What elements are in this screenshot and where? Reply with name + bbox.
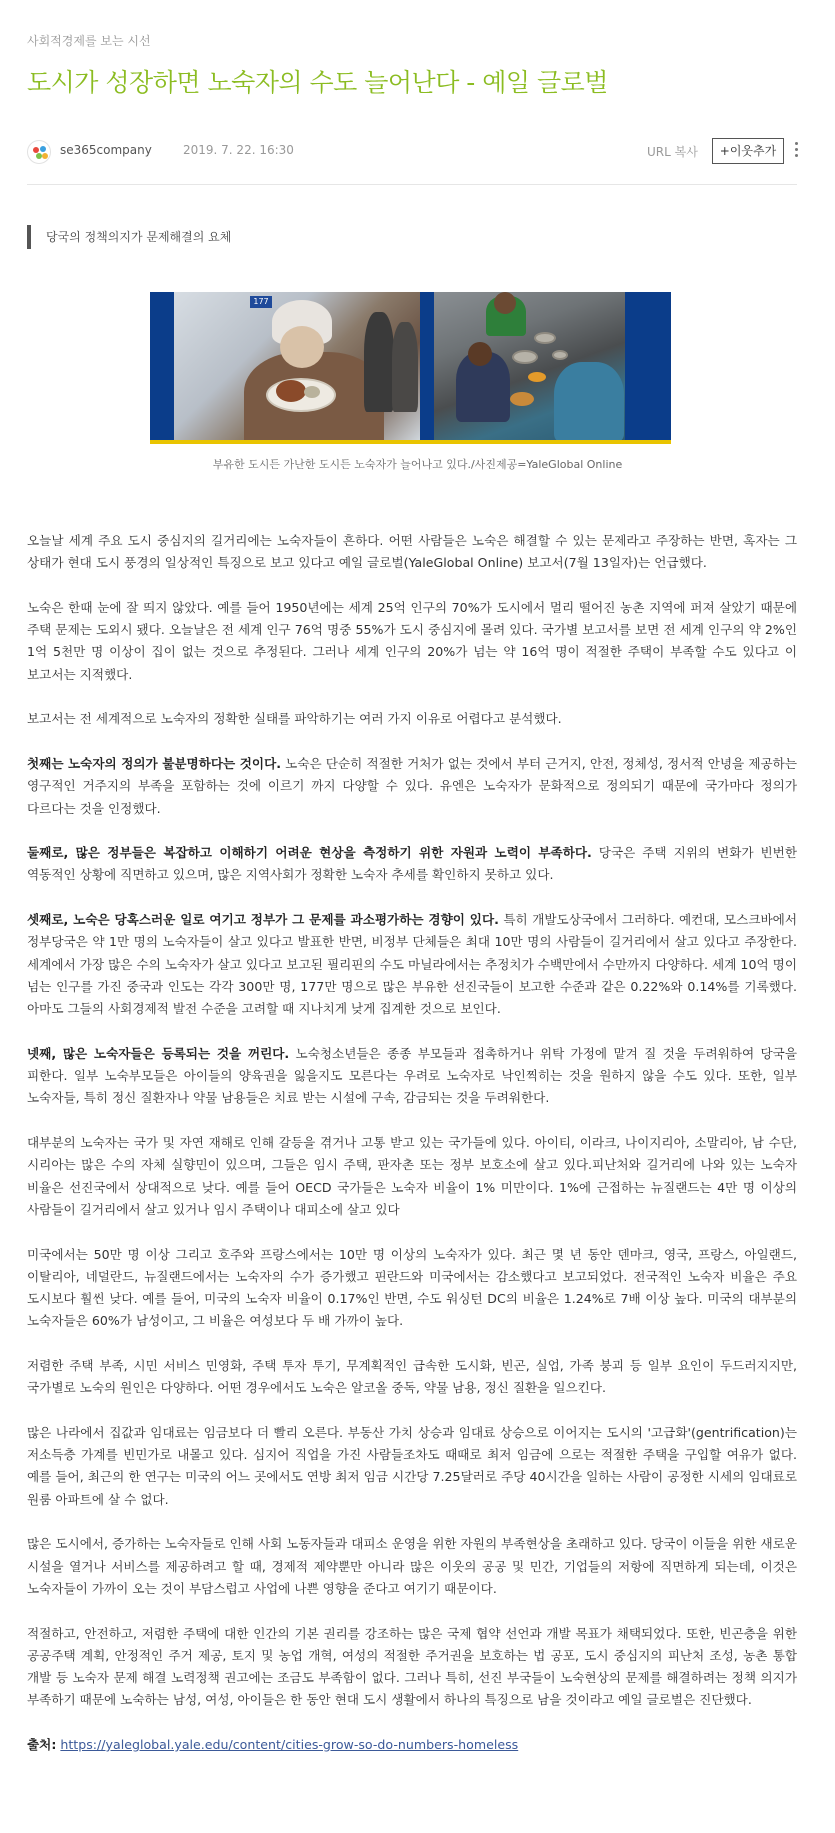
article-paragraph [27, 909, 797, 1020]
post-title: 도시가 성장하면 노숙자의 수도 늘어난다 - 예일 글로벌 [27, 68, 608, 97]
article-paragraph [27, 708, 797, 730]
article-photo [150, 292, 671, 444]
subtitle-quote: 당국의 정책의지가 문제해결의 요체 [27, 225, 231, 249]
author-name[interactable]: se365company [60, 143, 152, 157]
paragraph-lead: 넷째, 많은 노숙자들은 등록되는 것을 꺼린다. [27, 1045, 290, 1061]
paragraph-text: 오늘날 세계 주요 도시 중심지의 길거리에는 노숙자들이 흔하다. 어떤 사람들은 노숙은 해결할 수 있는 문제라고 주장하는 반면, 혹자는 그 상태가 현대 도시 풍경의 일상적인 특징으로 보고 있다고 예일 글로벌(YaleGlobal Online) 보고서(7월 13일자)는 언급했다. [27, 533, 797, 571]
paragraph-text: 특히 개발도상국에서 그러하다. 예컨대, 모스크바에서 정부당국은 약 1만 명의 노숙자들이 살고 있다고 발표한 반면, 비정부 단체들은 최대 10만 명의 사람들이 길거리에서 살고 있다고 주장한다. 세계에서 가장 많은 수의 노숙자가 살고 있다고 보고된 필리핀의 수도 마닐라에서는 추정치가 수백만에서 수만까지 다양하다. 세계 10억 명이 넘는 인구를 가진 중국과 인도는 각각 300만 명, 177만 명으로 많은 부유한 선진국들이 보고한 수준과 같은 0.22%와 0.14%를 기록했다. 아마도 그들의 사회경제적 발전 수준을 고려할 때 지나치게 낮게 집계한 것으로 보인다. [27, 912, 797, 1017]
more-options-icon[interactable] [793, 142, 799, 160]
photo-left-homeless-woman [174, 292, 420, 440]
article-paragraph [27, 1422, 797, 1511]
add-neighbor-button[interactable]: +이웃추가 [712, 138, 784, 164]
paragraph-lead: 첫째는 노숙자의 정의가 불분명하다는 것이다. [27, 755, 282, 771]
paragraph-text: 당국은 주택 지위의 변화가 빈번한 역동적인 상황에 직면하고 있으며, 많은 지역사회가 정확한 노숙자 추세를 확인하지 못하고 있다. [27, 845, 797, 883]
paragraph-text: 노숙은 한때 눈에 잘 띄지 않았다. 예를 들어 1950년에는 세계 25억 인구의 70%가 도시에서 멀리 떨어진 농촌 지역에 퍼져 살았기 때문에 주택 문제는 도외시 됐다. 오늘날은 전 세계 인구 76억 명중 55%가 도시 중심지에 몰려 있다. 국가별 보고서를 보면 전 세계 인구의 약 2%인 1억 5천만 명 이상이 집이 없는 것으로 추정된다. 그러나 세계 인구의 20%가 넘는 약 16억 명이 적절한 주택이 부족할 수도 있다고 이 보고서는 지적했다. [27, 599, 797, 682]
post-category[interactable]: 사회적경제를 보는 시선 [27, 34, 151, 48]
article-body [27, 530, 797, 1756]
paragraph-text: 적절하고, 안전하고, 저렴한 주택에 대한 인간의 기본 권리를 강조하는 많은 국제 협약 선언과 개발 목표가 채택되었다. 또한, 빈곤층을 위한 공공주택 계획, 안정적인 주거 제공, 토지 및 농업 개혁, 여성의 적절한 주거권을 보호하는 법 공포, 도시 중심지의 피난처 조성, 농촌 통합 개발 등 노숙자 문제 해결 노력정책 권고에는 조금도 부족함이 없다. 그러나 특히, 선진 부국들이 노숙현상의 문제를 해결하려는 정책 의지가 부족하기 때문에 노숙하는 남성, 여성, 아이들은 한 동안 현대 도시 생활에서 하나의 특징으로 남을 것이라고 예일 글로벌은 진단했다. [27, 1625, 797, 1708]
article-paragraph [27, 1043, 797, 1110]
paragraph-text: 대부분의 노숙자는 국가 및 자연 재해로 인해 갈등을 겪거나 고통 받고 있는 국가들에 있다. 아이티, 이라크, 나이지리아, 소말리아, 남 수단, 시리아는 많은 수의 자체 실향민이 있으며, 그들은 임시 주택, 판자촌 또는 정부 보호소에 살고 있다.피난처와 길거리에 나와 있는 노숙자 비율은 선진국에서 상대적으로 낮다. 예를 들어 OECD 국가들은 노숙자 비율이 1% 미만이다. 1%에 근접하는 뉴질랜드는 4만 명 이상의 사람들이 길거리에서 살고 있거나 임시 주택이나 대피소에 살고 있다 [27, 1135, 797, 1217]
paragraph-text: 저렴한 주택 부족, 시민 서비스 민영화, 주택 투자 투기, 무계획적인 급속한 도시화, 빈곤, 실업, 가족 붕괴 등 일부 요인이 두드러지지만, 국가별로 노숙의 원인은 다양하다. 어떤 경우에서도 노숙은 알코올 중독, 약물 남용, 정신 질환을 일으킨다. [27, 1357, 797, 1396]
article-paragraph [27, 1623, 797, 1712]
article-paragraph [27, 1355, 797, 1400]
post-date: 2019. 7. 22. 16:30 [183, 143, 294, 157]
source-link[interactable]: https://yaleglobal.yale.edu/content/cities-grow-so-do-numbers-homeless [60, 1737, 519, 1753]
article-paragraph [27, 1132, 797, 1221]
article-paragraph [27, 753, 797, 820]
header-divider [27, 184, 797, 185]
paragraph-text: 노숙은 단순히 적절한 거처가 없는 것에서 부터 근거지, 안전, 정체성, 정서적 안녕을 제공하는 영구적인 거주지의 부족을 포함하는 것에 이르기 까지 다양할 수 있다. 유엔은 노숙자가 문화적으로 정의되기 때문에 국가마다 정의가 다르다는 것을 인정했다. [27, 755, 798, 816]
article-paragraph [27, 1533, 797, 1600]
paragraph-text: 보고서는 전 세계적으로 노숙자의 정확한 실태를 파악하기는 여러 가지 이유로 어렵다고 분석했다. [27, 711, 562, 727]
paragraph-text: 많은 나라에서 집값과 임대료는 임금보다 더 빨리 오른다. 부동산 가치 상승과 임대료 상승으로 이어지는 도시의 '고급화'(gentrification)는 저소득층 가계를 빈민가로 내몰고 있다. 심지어 직업을 가진 사람들조차도 때때로 최저 임금에 으로는 적절한 주택을 구입할 여유가 없다. 예를 들어, 최근의 한 연구는 미국의 어느 곳에서도 연방 최저 임금 시간당 7.25달러로 주당 40시간을 일하는 사람이 공정한 시세의 임대료로 원룸 아파트에 살 수 없다. [27, 1424, 797, 1507]
author-avatar[interactable] [27, 140, 51, 164]
url-copy-button[interactable]: URL 복사 [647, 145, 698, 159]
source-line [27, 1734, 797, 1756]
paragraph-lead: 둘째로, 많은 정부들은 복잡하고 이해하기 어려운 현상을 측정하기 위한 자원과 노력이 부족하다. [27, 845, 592, 861]
article-paragraph [27, 597, 797, 686]
post-meta [27, 138, 797, 164]
article-paragraph [27, 530, 797, 575]
bus-number: 177 [250, 296, 272, 308]
paragraph-lead: 셋째로, 노숙은 당혹스러운 일로 여기고 정부가 그 문제를 과소평가하는 경향이 있다. [27, 912, 499, 928]
article-paragraph [27, 842, 797, 887]
photo-right-people-eating [434, 292, 625, 440]
paragraph-text: 노숙청소년들은 종종 부모들과 접촉하거나 위탁 가정에 맡겨 질 것을 두려워하여 당국을 피한다. 일부 노숙부모들은 아이들의 양육권을 잃을지도 모른다는 우려로 노숙자로 낙인찍히는 것을 원하지 않을 수도 있다. 또한, 일부 노숙자들, 특히 정신 질환자나 약물 남용들은 치료 받는 시설에 구속, 감금되는 것을 두려워한다. [27, 1045, 797, 1106]
photo-bottom-bar [150, 440, 671, 444]
paragraph-text: 많은 도시에서, 증가하는 노숙자들로 인해 사회 노동자들과 대피소 운영을 위한 자원의 부족현상을 초래하고 있다. 당국이 이들을 위한 새로운 시설을 열거나 서비스를 제공하려고 할 때, 경제적 제약뿐만 아니라 많은 이웃의 공공 및 민간, 기업들의 저항에 직면하게 되는데, 이것은 노숙자들이 가까이 오는 것이 부담스럽고 사업에 나쁜 영향을 준다고 여기기 때문이다. [27, 1536, 797, 1596]
photo-caption: 부유한 도시든 가난한 도시든 노숙자가 늘어나고 있다./사진제공=YaleGlobal Online [212, 458, 623, 471]
paragraph-text: 미국에서는 50만 명 이상 그리고 호주와 프랑스에서는 10만 명 이상의 노숙자가 있다. 최근 몇 년 동안 덴마크, 영국, 프랑스, 아일랜드, 이탈리아, 네덜란드, 뉴질랜드에서는 노숙자의 수가 증가했고 핀란드와 미국에서는 감소했다고 보고되었다. 전국적인 노숙자 비율은 주요 도시보다 훨씬 낮다. 예를 들어, 미국의 노숙자 비율이 0.17%인 반면, 수도 워싱턴 DC의 비율은 1.24%로 7배 이상 높다. 미국의 대부분의 노숙자들은 60%가 남성이고, 그 비율은 여성보다 두 배 가까이 높다. [27, 1246, 797, 1329]
source-label: 출처: [27, 1737, 57, 1753]
article-paragraph [27, 1244, 797, 1333]
